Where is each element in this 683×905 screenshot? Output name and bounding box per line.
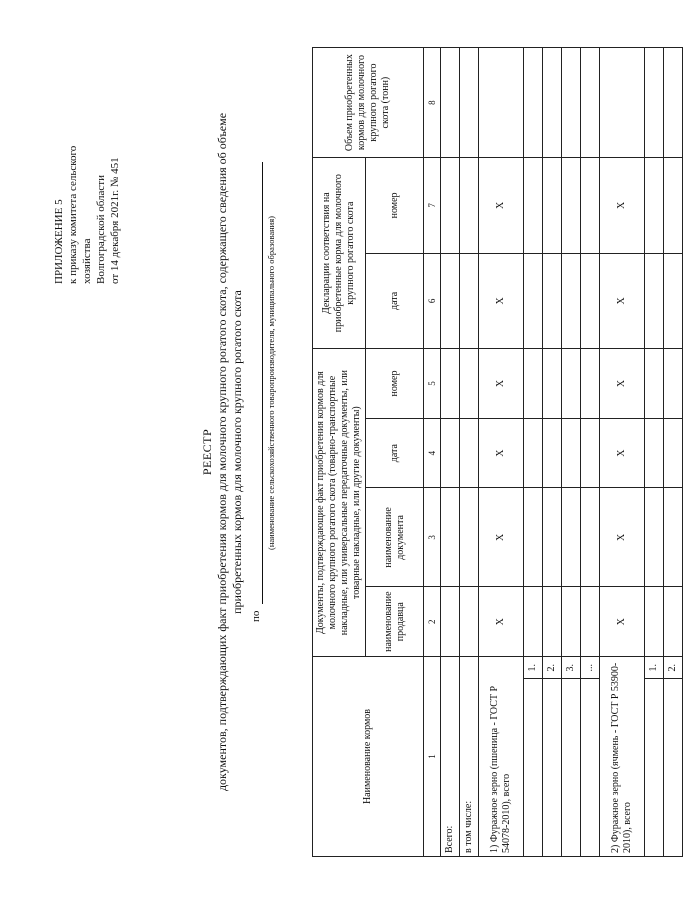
column-number: 8 <box>424 48 441 158</box>
item2-sub-row <box>645 48 664 857</box>
item1-sub-row <box>562 48 581 857</box>
cell <box>460 587 479 657</box>
appendix-line: Волгоградской области <box>95 175 107 284</box>
cell <box>543 158 562 254</box>
cell <box>645 488 664 587</box>
x-mark: X <box>479 587 524 657</box>
appendix-line: ПРИЛОЖЕНИЕ 5 <box>53 199 65 284</box>
cell <box>664 418 683 488</box>
header-volume: Объем приобретенных кормов для молочного крупного рогатого скота (тонн) <box>313 48 424 158</box>
cell <box>664 253 683 349</box>
cell <box>645 349 664 419</box>
x-mark: X <box>600 488 645 587</box>
cell <box>581 349 600 419</box>
cell <box>664 158 683 254</box>
item1-sub-row <box>581 48 600 857</box>
cell <box>664 587 683 657</box>
cell <box>562 48 581 158</box>
cell <box>543 488 562 587</box>
x-mark: X <box>479 488 524 587</box>
cell <box>524 587 543 657</box>
x-mark: X <box>479 158 524 254</box>
cell <box>562 418 581 488</box>
title-line: приобретенных кормов для молочного крупного рогатого скота <box>230 290 244 614</box>
cell <box>543 253 562 349</box>
registry-title <box>200 32 245 872</box>
cell <box>645 48 664 158</box>
x-mark: X <box>479 253 524 349</box>
cell <box>581 253 600 349</box>
cell <box>524 349 543 419</box>
cell <box>562 253 581 349</box>
cell <box>441 158 460 254</box>
cell <box>460 158 479 254</box>
header-doc-number: номер <box>366 349 424 419</box>
cell <box>524 679 543 857</box>
header-declarations: Декларации соответствия на приобретенные корма для молочного крупного рогатого скота <box>313 158 366 349</box>
cell <box>479 48 524 158</box>
cell <box>543 587 562 657</box>
sub-number: 2. <box>543 657 562 679</box>
cell <box>645 679 664 857</box>
cell <box>581 48 600 158</box>
cell <box>543 48 562 158</box>
cell <box>524 48 543 158</box>
appendix-block <box>52 146 122 284</box>
cell <box>664 349 683 419</box>
header-doc-date: дата <box>366 418 424 488</box>
producer-caption: (наименование сельскохозяйственного товаропроизводителя, муниципального образования) <box>266 216 276 550</box>
producer-fill-line <box>262 162 263 604</box>
cell <box>460 418 479 488</box>
cell <box>562 349 581 419</box>
cell <box>524 158 543 254</box>
column-number: 4 <box>424 418 441 488</box>
column-number: 1 <box>424 657 441 857</box>
sub-number: 1. <box>524 657 543 679</box>
including-row <box>460 48 479 857</box>
cell <box>664 679 683 857</box>
cell <box>581 679 600 857</box>
cell <box>645 587 664 657</box>
cell <box>645 418 664 488</box>
cell <box>441 587 460 657</box>
column-number: 2 <box>424 587 441 657</box>
cell <box>543 679 562 857</box>
item1-row <box>479 48 524 857</box>
item2-row <box>600 48 645 857</box>
cell <box>441 418 460 488</box>
cell <box>645 158 664 254</box>
cell <box>441 488 460 587</box>
total-label: Всего: <box>441 657 460 857</box>
cell <box>460 48 479 158</box>
header-documents: Документы, подтверждающие факт приобретения кормов для молочного крупного рогатого скота (товарно-транспортные накладные, или универсальные передаточные документы, или товарные накладные, или другие документы) <box>313 349 366 657</box>
cell <box>524 253 543 349</box>
cell <box>581 418 600 488</box>
item2-sub-row <box>664 48 683 857</box>
cell <box>664 488 683 587</box>
header-decl-date: дата <box>366 253 424 349</box>
cell <box>460 488 479 587</box>
column-number: 5 <box>424 349 441 419</box>
x-mark: X <box>479 418 524 488</box>
x-mark: X <box>600 587 645 657</box>
x-mark: X <box>600 418 645 488</box>
po-label: по <box>250 610 262 622</box>
sub-number: 3. <box>562 657 581 679</box>
cell <box>543 349 562 419</box>
appendix-line: от 14 декабря 2021г. № 451 <box>109 157 121 284</box>
header-decl-number: номер <box>366 158 424 254</box>
cell <box>562 679 581 857</box>
cell <box>600 48 645 158</box>
registry-table <box>312 47 683 857</box>
cell <box>562 587 581 657</box>
header-seller: наименование продавца <box>366 587 424 657</box>
cell <box>543 418 562 488</box>
sub-number: 1. <box>645 657 664 679</box>
x-mark: X <box>600 253 645 349</box>
cell <box>524 418 543 488</box>
column-number-row <box>424 48 441 857</box>
rotated-sheet <box>40 12 678 892</box>
cell <box>460 253 479 349</box>
cell <box>460 349 479 419</box>
cell <box>562 158 581 254</box>
cell <box>441 349 460 419</box>
cell <box>562 488 581 587</box>
cell <box>581 488 600 587</box>
column-number: 7 <box>424 158 441 254</box>
sub-number: 2. <box>664 657 683 679</box>
total-row <box>441 48 460 857</box>
including-label: в том числе: <box>460 657 479 857</box>
item1-label: 1) Фуражное зерно (пшеница - ГОСТ Р 54078-2010), всего <box>479 657 524 857</box>
column-number: 3 <box>424 488 441 587</box>
cell <box>664 48 683 158</box>
item2-label: 2) Фуражное зерно (ячмень - ГОСТ Р 53900-2010), всего <box>600 657 645 857</box>
x-mark: X <box>479 349 524 419</box>
title-line: документов, подтверждающих факт приобретения кормов для молочного крупного рогатого скота, содержащего сведения об объеме <box>215 112 229 792</box>
column-number: 6 <box>424 253 441 349</box>
title-registry: РЕЕСТР <box>200 428 214 476</box>
cell <box>441 253 460 349</box>
cell <box>441 48 460 158</box>
cell <box>581 587 600 657</box>
item1-sub-row <box>543 48 562 857</box>
x-mark: X <box>600 349 645 419</box>
header-row <box>313 48 366 857</box>
cell <box>645 253 664 349</box>
cell <box>524 488 543 587</box>
item1-sub-row <box>524 48 543 857</box>
appendix-line: хозяйства <box>81 238 93 284</box>
sub-number: ... <box>581 657 600 679</box>
x-mark: X <box>600 158 645 254</box>
header-doc-name: наименование документа <box>366 488 424 587</box>
cell <box>581 158 600 254</box>
appendix-line: к приказу комитета сельского <box>67 145 79 284</box>
header-feed-name: Наименование кормов <box>313 657 424 857</box>
